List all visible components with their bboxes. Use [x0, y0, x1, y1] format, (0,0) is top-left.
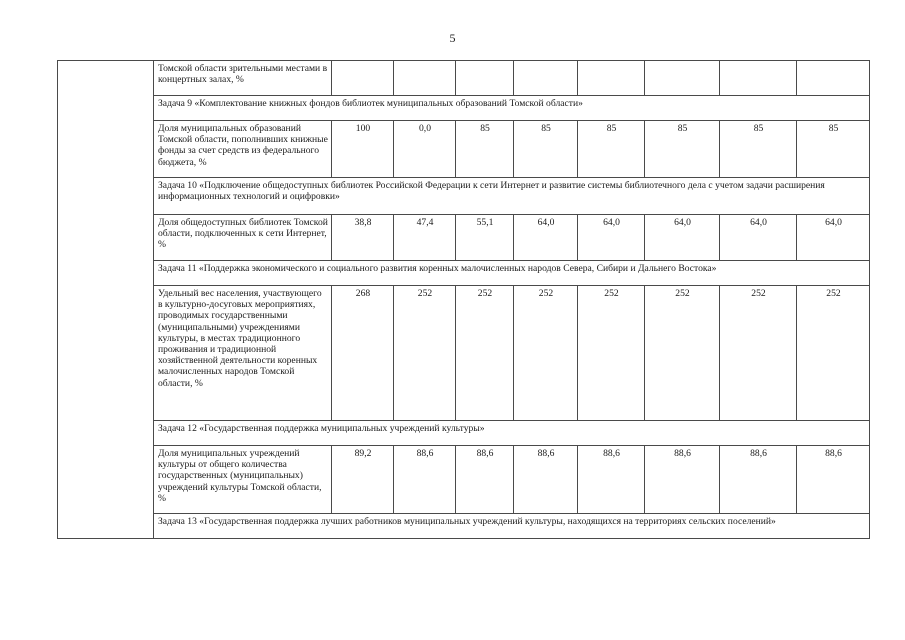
indicator-value: 252 — [720, 286, 797, 421]
table-row-indicator-municipal-institutions — [58, 446, 870, 514]
table-row-task-12 — [58, 421, 870, 446]
indicator-value: 85 — [720, 121, 797, 178]
indicator-value — [578, 61, 645, 96]
indicator-value — [797, 61, 870, 96]
indicator-name: Томской области зрительными местами в концертных залах, % — [154, 61, 332, 96]
indicator-value: 268 — [332, 286, 394, 421]
indicator-value: 88,6 — [720, 446, 797, 514]
indicator-value: 64,0 — [645, 215, 720, 261]
indicator-name: Доля муниципальных учреждений культуры от общего количества государственных (муниципальных) учреждений культуры Томской области, % — [154, 446, 332, 514]
indicator-value: 55,1 — [456, 215, 514, 261]
indicator-value: 85 — [578, 121, 645, 178]
table-row-indicator-concert-seats — [58, 61, 870, 96]
left-empty-column — [58, 61, 154, 539]
indicator-value: 85 — [514, 121, 578, 178]
table-row-task-9 — [58, 96, 870, 121]
indicator-name: Доля муниципальных образований Томской области, пополнивших книжные фонды за счет средств из федерального бюджета, % — [154, 121, 332, 178]
indicator-value: 252 — [578, 286, 645, 421]
indicator-value: 64,0 — [720, 215, 797, 261]
indicator-value: 252 — [797, 286, 870, 421]
indicator-value: 85 — [797, 121, 870, 178]
indicator-value — [332, 61, 394, 96]
indicator-name: Доля общедоступных библиотек Томской области, подключенных к сети Интернет, % — [154, 215, 332, 261]
indicator-value: 64,0 — [797, 215, 870, 261]
indicator-value — [514, 61, 578, 96]
indicator-value: 38,8 — [332, 215, 394, 261]
table-row-indicator-book-funds — [58, 121, 870, 178]
table-row-task-13 — [58, 514, 870, 539]
indicator-value: 88,6 — [514, 446, 578, 514]
indicator-value: 252 — [456, 286, 514, 421]
indicator-value: 47,4 — [394, 215, 456, 261]
indicator-value — [720, 61, 797, 96]
table-row-indicator-indigenous-participation — [58, 286, 870, 421]
table-row-task-10 — [58, 178, 870, 215]
indicator-value: 252 — [514, 286, 578, 421]
indicator-value — [456, 61, 514, 96]
indicator-value: 88,6 — [394, 446, 456, 514]
indicator-value: 252 — [394, 286, 456, 421]
indicators-table — [57, 60, 870, 539]
indicator-value: 89,2 — [332, 446, 394, 514]
page-number: 5 — [449, 31, 456, 45]
indicator-value: 0,0 — [394, 121, 456, 178]
indicator-value: 64,0 — [578, 215, 645, 261]
indicator-value: 252 — [645, 286, 720, 421]
indicator-value: 88,6 — [645, 446, 720, 514]
indicator-value: 88,6 — [797, 446, 870, 514]
indicator-name: Удельный вес населения, участвующего в культурно-досуговых мероприятиях, проводимых государственными (муниципальными) учреждениями культуры, в местах традиционного проживания и традиционной хозяйственной деятельности коренных малочисленных народов Томской области, % — [154, 286, 332, 421]
task-heading: Задача 12 «Государственная поддержка муниципальных учреждений культуры» — [154, 421, 870, 446]
indicator-value: 100 — [332, 121, 394, 178]
indicator-value: 88,6 — [578, 446, 645, 514]
table-row-task-11 — [58, 261, 870, 286]
indicator-value: 64,0 — [514, 215, 578, 261]
task-heading: Задача 10 «Подключение общедоступных библиотек Российской Федерации к сети Интернет и развитие системы библиотечного дела с учетом задачи расширения информационных технологий и оцифровки» — [154, 178, 870, 215]
indicator-value — [645, 61, 720, 96]
task-heading: Задача 13 «Государственная поддержка лучших работников муниципальных учреждений культуры, находящихся на территориях сельских поселений» — [154, 514, 870, 539]
indicator-value: 88,6 — [456, 446, 514, 514]
indicator-value — [394, 61, 456, 96]
table-row-indicator-internet-libraries — [58, 215, 870, 261]
task-heading: Задача 11 «Поддержка экономического и социального развития коренных малочисленных народов Севера, Сибири и Дальнего Востока» — [154, 261, 870, 286]
indicator-value: 85 — [645, 121, 720, 178]
task-heading: Задача 9 «Комплектование книжных фондов библиотек муниципальных образований Томской области» — [154, 96, 870, 121]
indicator-value: 85 — [456, 121, 514, 178]
